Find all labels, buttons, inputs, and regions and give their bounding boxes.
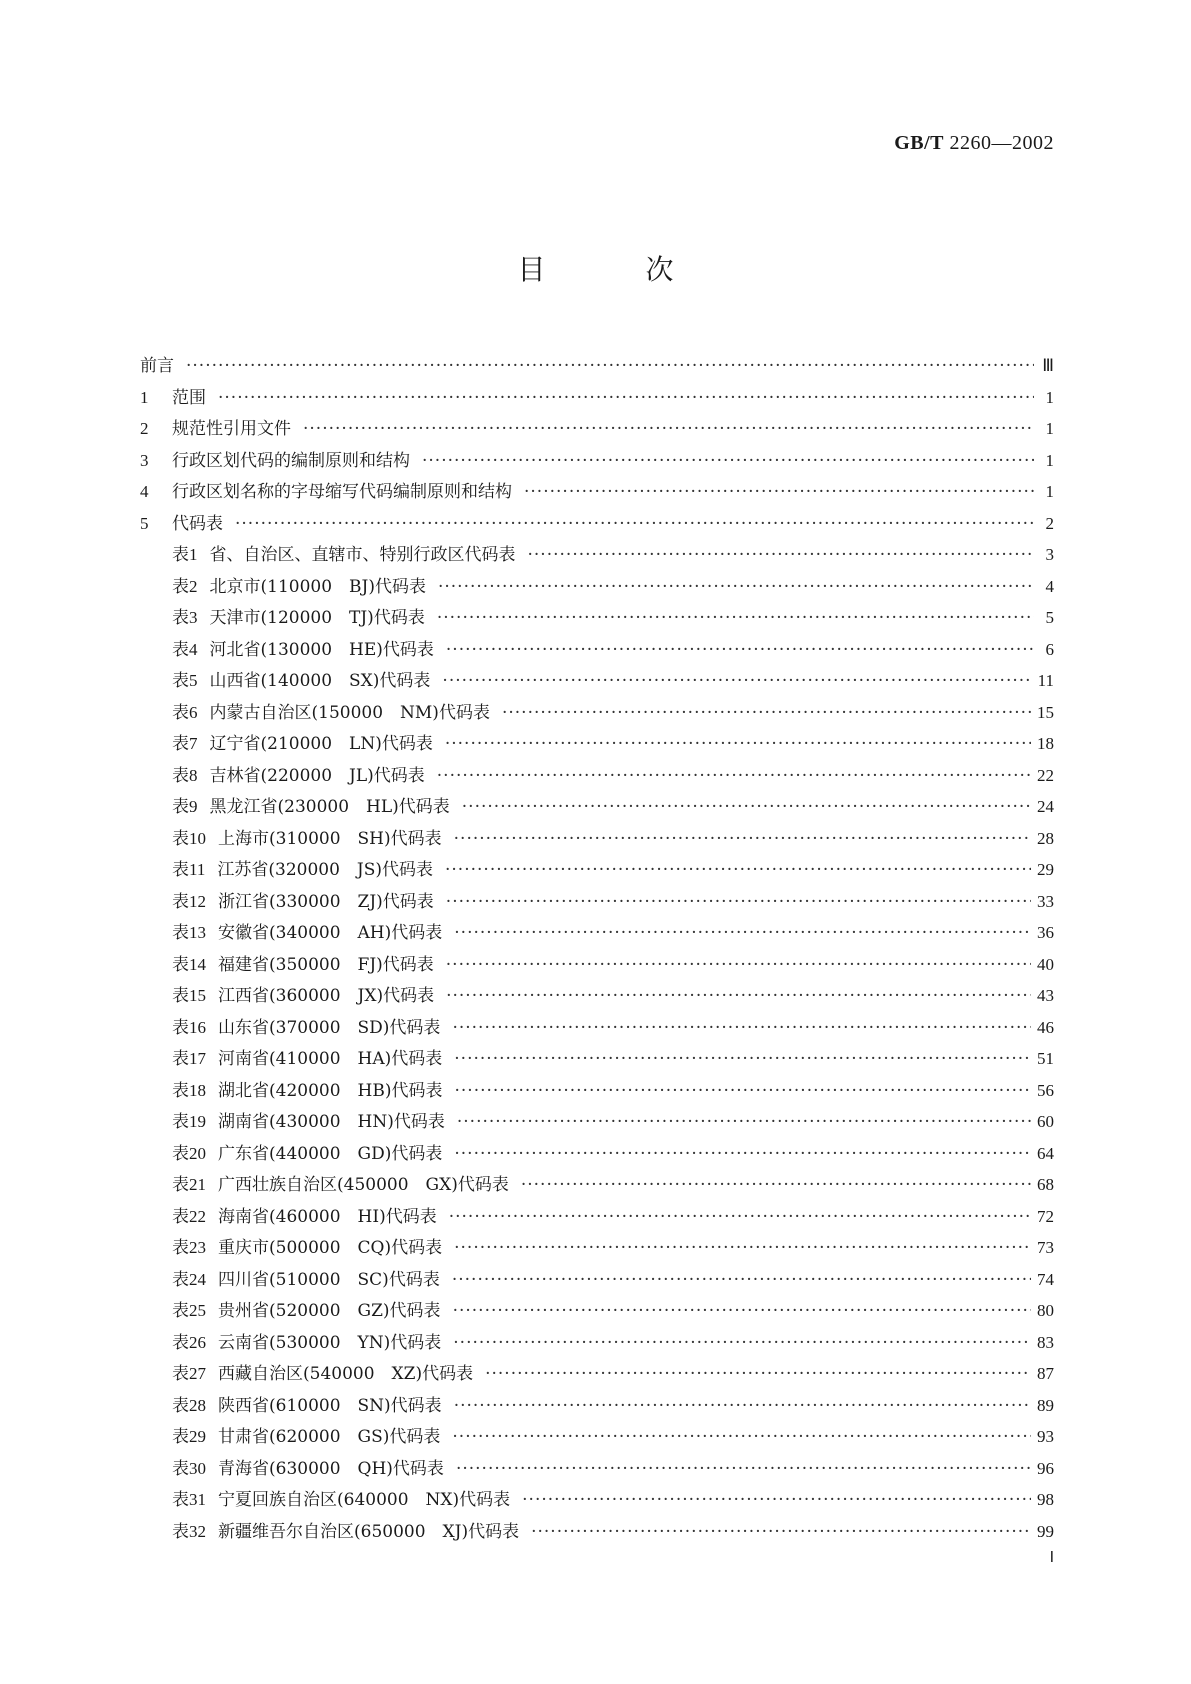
toc-entry-number: 表11 [172,860,206,879]
toc-entry-number: 表31 [172,1490,206,1509]
toc-entry[interactable] [140,1484,1054,1516]
toc-entry-label: 新疆维吾尔自治区(650000 XJ)代码表 [218,1521,520,1542]
toc-entry[interactable] [140,1169,1054,1201]
toc-leader-dots [454,1391,1031,1423]
toc-entry[interactable] [140,1327,1054,1359]
toc-entry-page: 3 [1045,545,1054,564]
toc-entry-number: 表26 [172,1332,206,1352]
toc-entry-label: 山东省(370000 SD)代码表 [218,1017,441,1038]
toc-entry-label: 前言 [140,356,174,376]
toc-entry-number: 表32 [172,1521,206,1541]
toc-leader-dots [186,351,1034,383]
toc-entry[interactable] [140,665,1054,697]
toc-entry[interactable] [140,1043,1054,1075]
toc-entry-label: 重庆市(500000 CQ)代码表 [218,1238,443,1258]
toc-entry-page: 22 [1037,765,1054,785]
toc-leader-dots [522,1485,1031,1517]
toc-leader-dots [531,1517,1031,1549]
toc-entry-number: 表29 [172,1427,206,1446]
toc-entry-label: 范围 [172,387,206,408]
toc-entry-label: 甘肃省(620000 GS)代码表 [218,1427,441,1447]
toc-entry[interactable] [140,1421,1054,1453]
toc-entry-page: 43 [1037,986,1054,1005]
toc-entry-page: 46 [1037,1017,1054,1037]
toc-entry[interactable] [140,917,1054,949]
toc-entry-label: 北京市(110000 BJ)代码表 [209,576,426,597]
toc-entry-number: 表14 [172,954,206,974]
toc-entry-page: 83 [1037,1332,1054,1352]
toc-leader-dots [454,1076,1031,1108]
toc-entry-label: 行政区划代码的编制原则和结构 [172,450,410,471]
toc-entry[interactable] [140,476,1054,508]
toc-entry-number: 表25 [172,1301,206,1320]
toc-entry-page: 80 [1037,1301,1054,1320]
toc-entry-label: 江西省(360000 JX)代码表 [218,986,435,1006]
toc-entry-label: 河北省(130000 HE)代码表 [209,639,434,660]
toc-entry-page: Ⅲ [1042,356,1054,375]
standard-number [894,132,1054,155]
toc-leader-dots [454,918,1031,950]
toc-entry-label: 规范性引用文件 [172,419,291,439]
toc-leader-dots [502,698,1031,730]
toc-entry-number: 表18 [172,1080,206,1100]
toc-entry-number: 4 [140,482,149,501]
toc-title [0,248,1191,288]
toc-entry-page: 89 [1037,1395,1054,1415]
table-of-contents [140,350,1054,1547]
toc-leader-dots [462,792,1031,824]
toc-title-char-2: 次 [645,253,674,286]
toc-entry-page: 98 [1037,1490,1054,1509]
toc-leader-dots [446,950,1031,982]
toc-entry-number: 5 [140,513,149,533]
toc-entry-page: 2 [1045,513,1054,533]
toc-entry-page: 36 [1037,923,1054,942]
toc-entry-page: 11 [1037,671,1054,690]
toc-entry-label: 安徽省(340000 AH)代码表 [218,923,443,943]
toc-leader-dots [452,1422,1031,1454]
toc-entry-label: 宁夏回族自治区(640000 NX)代码表 [218,1490,511,1510]
toc-leader-dots [454,1044,1031,1076]
toc-title-char-1: 目 [517,253,546,286]
toc-entry[interactable] [140,980,1054,1012]
toc-entry-number: 表9 [172,797,198,816]
toc-entry-number: 2 [140,419,149,438]
toc-entry-label: 浙江省(330000 ZJ)代码表 [218,891,434,912]
toc-entry-page: 40 [1037,954,1054,974]
toc-entry-number: 表1 [172,545,198,564]
toc-leader-dots [453,1328,1031,1360]
toc-leader-dots [303,414,1034,446]
toc-entry-page: 1 [1045,387,1054,407]
toc-entry[interactable] [140,728,1054,760]
toc-entry-page: 1 [1045,419,1054,438]
toc-entry-page: 1 [1045,482,1054,501]
toc-entry-page: 73 [1037,1238,1054,1257]
toc-entry-page: 96 [1037,1458,1054,1478]
toc-leader-dots [235,509,1034,541]
toc-entry-page: 24 [1037,797,1054,816]
toc-entry-label: 黑龙江省(230000 HL)代码表 [209,797,450,817]
toc-leader-dots [218,383,1034,415]
toc-entry-number: 表6 [172,702,198,722]
toc-leader-dots [456,1454,1031,1486]
toc-leader-dots [446,635,1034,667]
toc-entry[interactable] [140,1358,1054,1390]
toc-entry[interactable] [140,791,1054,823]
toc-entry[interactable] [140,1012,1054,1044]
toc-entry[interactable] [140,508,1054,540]
toc-leader-dots [446,887,1031,919]
toc-entry-page: 4 [1045,576,1054,596]
toc-entry-label: 青海省(630000 QH)代码表 [218,1458,444,1479]
toc-entry-label: 贵州省(520000 GZ)代码表 [218,1301,441,1321]
toc-entry-number: 表8 [172,765,198,785]
toc-entry-number: 表24 [172,1269,206,1289]
toc-entry-page: 29 [1037,860,1054,879]
toc-entry-number: 表2 [172,576,198,596]
toc-entry-number: 1 [140,387,149,407]
toc-entry-label: 海南省(460000 HI)代码表 [218,1206,437,1227]
toc-leader-dots [445,729,1031,761]
toc-entry-page: 72 [1037,1206,1054,1226]
toc-entry-number: 表30 [172,1458,206,1478]
toc-leader-dots [457,1107,1031,1139]
toc-leader-dots [454,1233,1031,1265]
toc-entry-label: 吉林省(220000 JL)代码表 [209,765,425,786]
toc-entry[interactable] [140,1075,1054,1107]
toc-entry-number: 表17 [172,1049,206,1068]
toc-entry-number: 3 [140,450,149,470]
standard-code: 2260—2002 [949,132,1054,154]
toc-entry-label: 上海市(310000 SH)代码表 [218,828,442,849]
toc-entry-label: 内蒙古自治区(150000 NM)代码表 [209,702,490,723]
toc-entry-number: 表19 [172,1112,206,1131]
toc-entry-number: 表23 [172,1238,206,1257]
toc-leader-dots [454,1139,1031,1171]
toc-entry-label: 湖北省(420000 HB)代码表 [218,1080,443,1101]
toc-entry-page: 33 [1037,891,1054,911]
toc-entry-page: 99 [1037,1521,1054,1541]
toc-entry[interactable] [140,1232,1054,1264]
toc-entry-label: 省、自治区、直辖市、特别行政区代码表 [209,545,516,565]
toc-entry-number: 表13 [172,923,206,942]
toc-entry-number: 表15 [172,986,206,1005]
toc-entry[interactable] [140,1516,1054,1548]
toc-entry[interactable] [140,1264,1054,1296]
standard-prefix: GB/T [894,132,944,154]
toc-entry[interactable] [140,382,1054,414]
toc-entry-page: 93 [1037,1427,1054,1446]
toc-entry-page: 60 [1037,1112,1054,1131]
toc-leader-dots [485,1359,1031,1391]
toc-entry-number: 表7 [172,734,198,753]
toc-entry-page: 5 [1045,608,1054,627]
toc-entry[interactable] [140,445,1054,477]
toc-entry-page: 6 [1045,639,1054,659]
toc-leader-dots [454,824,1031,856]
toc-entry[interactable] [140,413,1054,445]
toc-leader-dots [453,1296,1031,1328]
toc-entry-label: 云南省(530000 YN)代码表 [218,1332,442,1353]
toc-entry-label: 陕西省(610000 SN)代码表 [218,1395,442,1416]
toc-entry-label: 河南省(410000 HA)代码表 [218,1049,443,1069]
toc-entry[interactable] [140,1106,1054,1138]
toc-entry-page: 1 [1045,450,1054,470]
toc-entry-page: 68 [1037,1175,1054,1194]
toc-entry-number: 表22 [172,1206,206,1226]
toc-entry-page: 51 [1037,1049,1054,1068]
toc-entry-label: 江苏省(320000 JS)代码表 [217,860,433,880]
toc-entry-number: 表4 [172,639,198,659]
toc-entry-label: 西藏自治区(540000 XZ)代码表 [218,1364,474,1384]
toc-leader-dots [422,446,1034,478]
toc-entry-number: 表27 [172,1364,206,1383]
toc-entry-label: 福建省(350000 FJ)代码表 [218,954,434,975]
toc-entry-page: 64 [1037,1143,1054,1163]
toc-leader-dots [452,1013,1031,1045]
toc-leader-dots [437,761,1031,793]
toc-entry-number: 表21 [172,1175,206,1194]
toc-leader-dots [521,1170,1031,1202]
toc-leader-dots [528,540,1035,572]
toc-entry[interactable] [140,539,1054,571]
toc-entry-number: 表3 [172,608,198,627]
toc-leader-dots [445,855,1031,887]
toc-entry[interactable] [140,886,1054,918]
toc-leader-dots [449,1202,1031,1234]
toc-entry[interactable] [140,1295,1054,1327]
toc-entry-page: 56 [1037,1080,1054,1100]
toc-leader-dots [446,981,1031,1013]
toc-entry-label: 行政区划名称的字母缩写代码编制原则和结构 [172,482,512,502]
toc-entry-number: 表10 [172,828,206,848]
toc-entry[interactable] [140,1138,1054,1170]
toc-entry-label: 天津市(120000 TJ)代码表 [209,608,425,628]
toc-entry-number: 表12 [172,891,206,911]
toc-entry[interactable] [140,949,1054,981]
toc-entry-number: 表16 [172,1017,206,1037]
toc-entry[interactable] [140,854,1054,886]
toc-entry-label: 广西壮族自治区(450000 GX)代码表 [218,1175,509,1195]
toc-leader-dots [442,666,1031,698]
toc-entry[interactable] [140,1201,1054,1233]
toc-entry-label: 山西省(140000 SX)代码表 [209,671,431,691]
toc-entry-label: 代码表 [172,513,223,534]
toc-entry-page: 18 [1037,734,1054,753]
page-number: Ⅰ [1049,1550,1054,1566]
toc-entry[interactable] [140,350,1054,382]
toc-leader-dots [437,603,1034,635]
toc-entry[interactable] [140,1453,1054,1485]
toc-entry[interactable] [140,1390,1054,1422]
toc-leader-dots [524,477,1034,509]
toc-entry[interactable] [140,571,1054,603]
toc-entry-label: 广东省(440000 GD)代码表 [218,1143,443,1164]
toc-entry-label: 湖南省(430000 HN)代码表 [218,1112,445,1132]
toc-entry-number: 表20 [172,1143,206,1163]
toc-entry-page: 87 [1037,1364,1054,1383]
toc-entry[interactable] [140,634,1054,666]
toc-entry-number: 表5 [172,671,198,690]
toc-leader-dots [438,572,1034,604]
toc-entry[interactable] [140,602,1054,634]
toc-entry[interactable] [140,823,1054,855]
toc-entry-label: 辽宁省(210000 LN)代码表 [209,734,433,754]
toc-entry-page: 28 [1037,828,1054,848]
toc-entry-page: 74 [1037,1269,1054,1289]
toc-entry-number: 表28 [172,1395,206,1415]
toc-leader-dots [452,1265,1031,1297]
toc-entry-page: 15 [1037,702,1054,722]
toc-entry[interactable] [140,697,1054,729]
toc-entry-label: 四川省(510000 SC)代码表 [218,1269,440,1290]
toc-entry[interactable] [140,760,1054,792]
